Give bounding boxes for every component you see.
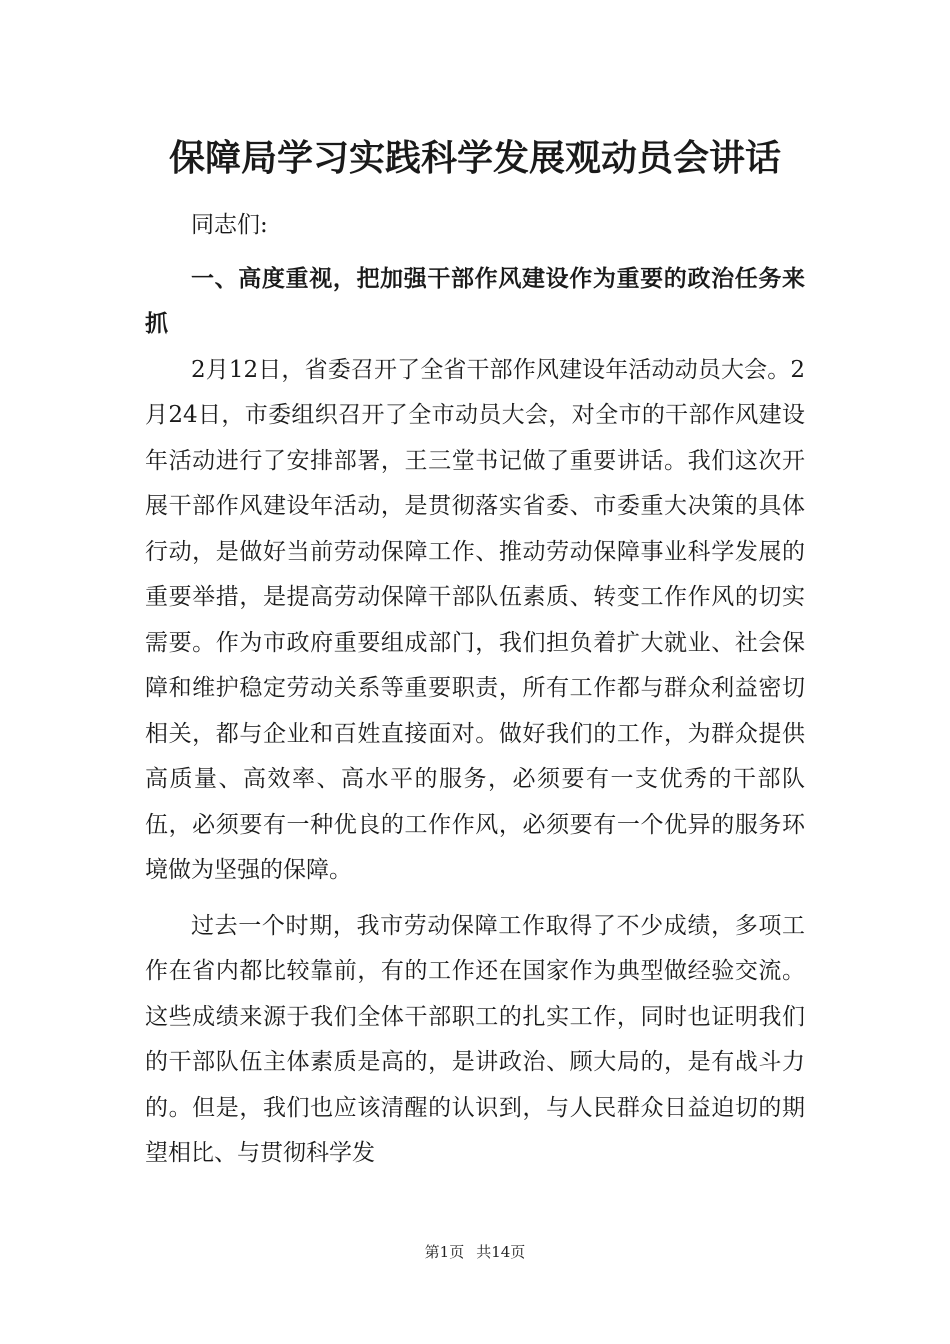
page-footer xyxy=(0,1242,950,1262)
greeting: 同志们: xyxy=(191,212,268,238)
document-title: 保障局学习实践科学发展观动员会讲话 xyxy=(168,137,781,179)
section-heading: 一、高度重视，把加强干部作风建设作为重要的政治任务来抓 xyxy=(145,265,805,337)
page-number: 第1页 xyxy=(424,1243,465,1261)
document-body xyxy=(145,203,805,1177)
paragraph-1: 2月12日，省委召开了全省干部作风建设年活动动员大会。2月24日，市委组织召开了全市动员大会，对全市的干部作风建设年活动进行了安排部署，王三堂书记做了重要讲话。我们这次开展干部作风建设年活动，是贯彻落实省委、市委重大决策的具体行动，是做好当前劳动保障工作、推动劳动保障事业科学发展的重要举措，是提高劳动保障干部队伍素质、转变工作作风的切实需要。作为市政府重要组成部门，我们担负着扩大就业、社会保障和维护稳定劳动关系等重要职责，所有工作都与群众利益密切相关，都与企业和百姓直接面对。做好我们的工作，为群众提供高质量、高效率、高水平的服务，必须要有一支优秀的干部队伍，必须要有一种优良的工作作风，必须要有一个优异的服务环境做为坚强的保障。 xyxy=(145,356,805,883)
page-total: 共14页 xyxy=(476,1243,526,1261)
paragraph-2: 过去一个时期，我市劳动保障工作取得了不少成绩，多项工作在省内都比较靠前，有的工作还在国家作为典型做经验交流。这些成绩来源于我们全体干部职工的扎实工作，同时也证明我们的干部队伍主体素质是高的，是讲政治、顾大局的，是有战斗力的。但是，我们也应该清醒的认识到，与人民群众日益迫切的期望相比、与贯彻科学发 xyxy=(145,912,805,1166)
